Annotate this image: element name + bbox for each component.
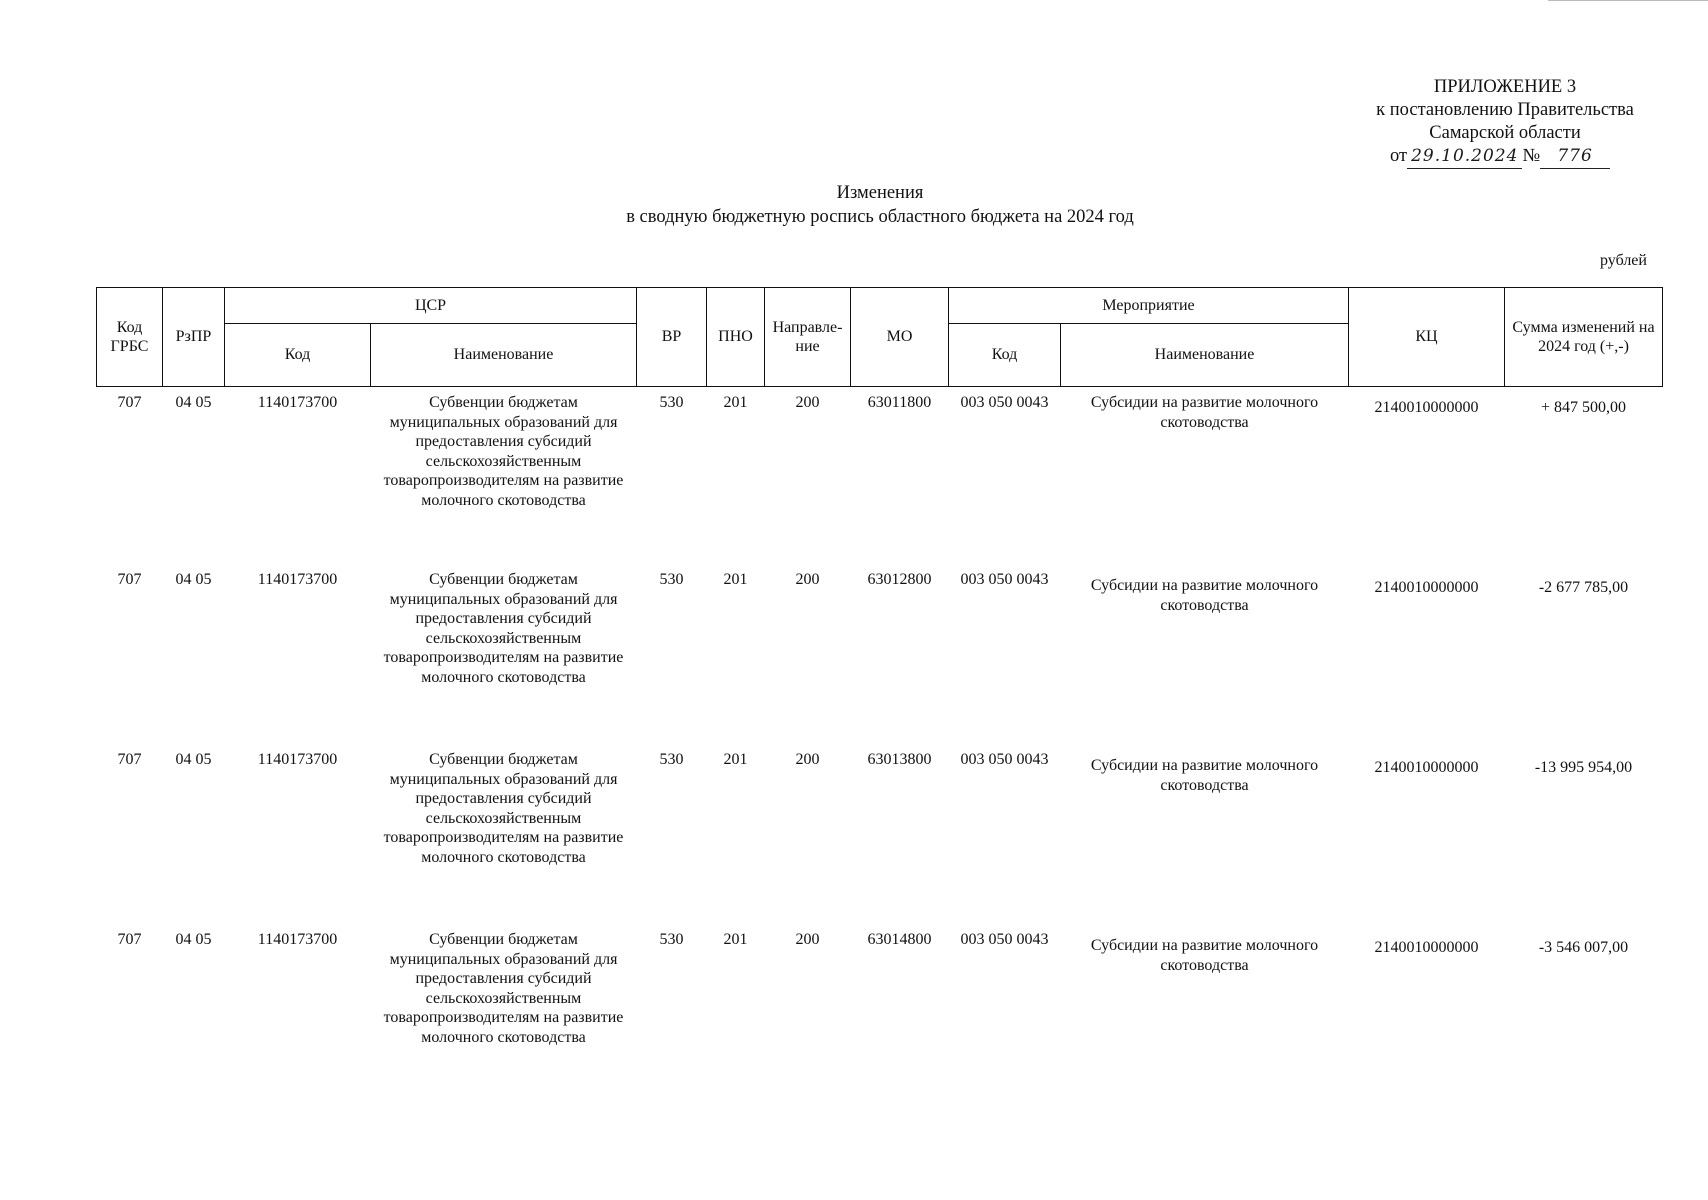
document-heading bbox=[0, 181, 1708, 229]
cell-sum: -13 995 954,00 bbox=[1534, 759, 1633, 776]
scan-edge-mark bbox=[1548, 0, 1708, 2]
cell-direction: 200 bbox=[795, 751, 820, 768]
header-grbs: Код ГРБС bbox=[97, 288, 163, 387]
header-event-group: Мероприятие bbox=[949, 288, 1349, 324]
cell-mo: 63011800 bbox=[867, 394, 932, 411]
cell-event-code: 003 050 0043 bbox=[960, 931, 1049, 948]
cell-csr-code: 1140173700 bbox=[257, 751, 338, 768]
cell-pno: 201 bbox=[723, 394, 748, 411]
cell-event-code: 003 050 0043 bbox=[960, 751, 1049, 768]
header-csr-code: Код bbox=[225, 324, 371, 387]
annex-title: ПРИЛОЖЕНИЕ 3 bbox=[1433, 77, 1577, 97]
document-subtitle: в сводную бюджетную роспись областного бюджета на 2024 год bbox=[626, 207, 1134, 227]
cell-kc: 2140010000000 bbox=[1374, 939, 1479, 956]
header-kc: КЦ bbox=[1349, 288, 1505, 387]
cell-event-name: Субсидии на развитие молочного скотоводства bbox=[1090, 757, 1319, 794]
cell-event-name: Субсидии на развитие молочного скотоводства bbox=[1090, 937, 1319, 974]
cell-csr-name: Субвенции бюджетам муниципальных образований для предоставления субсидий сельскохозяйственным товаропроизводителям на развитие молочного скотоводства bbox=[383, 751, 624, 866]
annex-block bbox=[1340, 76, 1670, 169]
cell-event-name: Субсидии на развитие молочного скотоводства bbox=[1090, 577, 1319, 614]
cell-pno: 201 bbox=[723, 931, 748, 948]
units-label: рублей bbox=[1600, 252, 1647, 269]
cell-direction: 200 bbox=[795, 931, 820, 948]
cell-sum: -3 546 007,00 bbox=[1538, 939, 1629, 956]
cell-grbs: 707 bbox=[117, 394, 142, 411]
cell-direction: 200 bbox=[795, 394, 820, 411]
cell-sum: -2 677 785,00 bbox=[1538, 579, 1629, 596]
cell-csr-code: 1140173700 bbox=[257, 571, 338, 588]
header-event-name: Наименование bbox=[1061, 324, 1349, 387]
header-pno: ПНО bbox=[707, 288, 765, 387]
header-sum: Сумма изменений на 2024 год (+,-) bbox=[1505, 288, 1663, 387]
cell-vr: 530 bbox=[659, 571, 684, 588]
annex-signature-line bbox=[1340, 145, 1670, 169]
cell-vr: 530 bbox=[659, 394, 684, 411]
cell-direction: 200 bbox=[795, 571, 820, 588]
cell-csr-code: 1140173700 bbox=[257, 394, 338, 411]
cell-sum: + 847 500,00 bbox=[1540, 399, 1627, 416]
cell-grbs: 707 bbox=[117, 571, 142, 588]
cell-mo: 63012800 bbox=[867, 571, 932, 588]
handwritten-date: 29.10.2024 bbox=[1407, 145, 1522, 169]
cell-pno: 201 bbox=[723, 751, 748, 768]
cell-vr: 530 bbox=[659, 931, 684, 948]
cell-grbs: 707 bbox=[117, 751, 142, 768]
header-event-code: Код bbox=[949, 324, 1061, 387]
table-row bbox=[97, 750, 1663, 930]
cell-vr: 530 bbox=[659, 751, 684, 768]
number-prefix: № bbox=[1522, 146, 1541, 166]
cell-csr-name: Субвенции бюджетам муниципальных образований для предоставления субсидий сельскохозяйственным товаропроизводителям на развитие молочного скотоводства bbox=[383, 931, 624, 1046]
header-direction: Направле-ние bbox=[765, 288, 851, 387]
table-row bbox=[97, 387, 1663, 571]
cell-csr-name: Субвенции бюджетам муниципальных образований для предоставления субсидий сельскохозяйственным товаропроизводителям на развитие молочного скотоводства bbox=[383, 394, 624, 509]
header-vr: ВР bbox=[637, 288, 707, 387]
annex-line-1: к постановлению Правительства bbox=[1376, 100, 1634, 120]
document-title: Изменения bbox=[836, 183, 924, 203]
header-mo: МО bbox=[851, 288, 949, 387]
header-csr-name: Наименование bbox=[371, 324, 637, 387]
date-prefix: от bbox=[1390, 146, 1408, 166]
handwritten-number: 776 bbox=[1540, 145, 1610, 169]
cell-mo: 63013800 bbox=[867, 751, 932, 768]
annex-line-2: Самарской области bbox=[1429, 123, 1581, 143]
cell-event-code: 003 050 0043 bbox=[960, 571, 1049, 588]
cell-csr-name: Субвенции бюджетам муниципальных образований для предоставления субсидий сельскохозяйственным товаропроизводителям на развитие молочного скотоводства bbox=[383, 571, 624, 686]
table-row bbox=[97, 570, 1663, 750]
budget-changes-table bbox=[96, 287, 1663, 1110]
cell-kc: 2140010000000 bbox=[1374, 759, 1479, 776]
cell-rzpr: 04 05 bbox=[175, 931, 212, 948]
cell-rzpr: 04 05 bbox=[175, 751, 212, 768]
cell-kc: 2140010000000 bbox=[1374, 579, 1479, 596]
table-row bbox=[97, 930, 1663, 1110]
cell-event-code: 003 050 0043 bbox=[960, 394, 1049, 411]
cell-event-name: Субсидии на развитие молочного скотоводства bbox=[1090, 394, 1319, 431]
cell-rzpr: 04 05 bbox=[175, 394, 212, 411]
header-csr-group: ЦСР bbox=[225, 288, 637, 324]
header-rzpr: РзПР bbox=[163, 288, 225, 387]
cell-mo: 63014800 bbox=[867, 931, 932, 948]
cell-csr-code: 1140173700 bbox=[257, 931, 338, 948]
cell-grbs: 707 bbox=[117, 931, 142, 948]
cell-rzpr: 04 05 bbox=[175, 571, 212, 588]
cell-kc: 2140010000000 bbox=[1374, 399, 1479, 416]
cell-pno: 201 bbox=[723, 571, 748, 588]
